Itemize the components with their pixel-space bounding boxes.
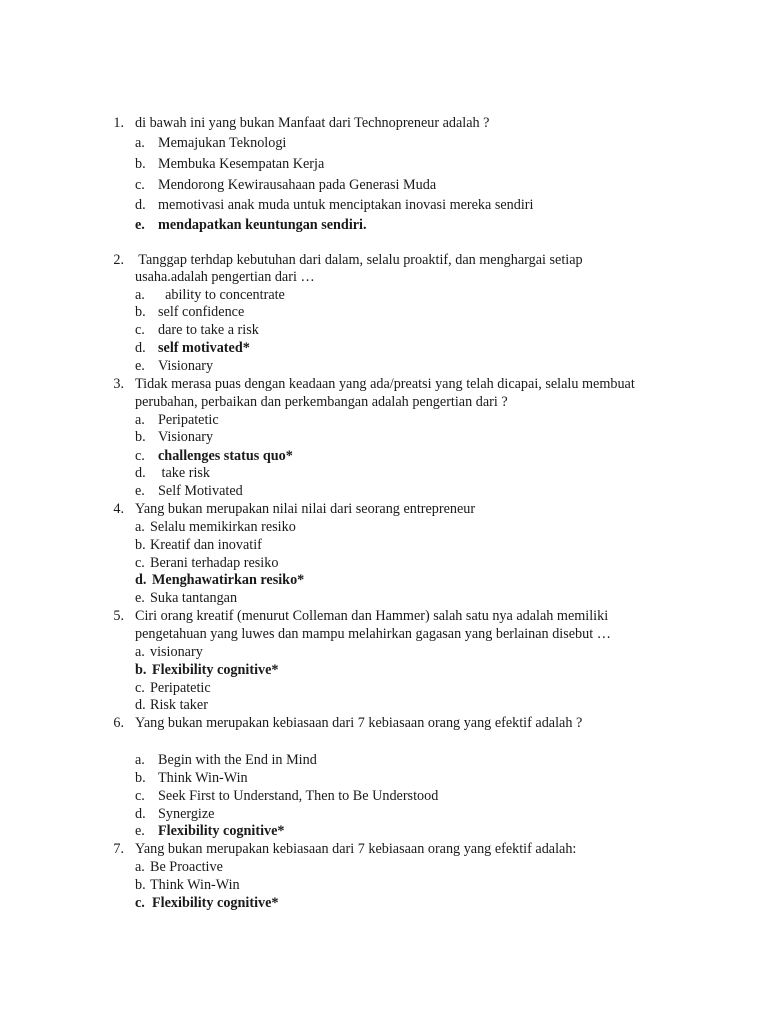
option-text: Think Win-Win [150, 877, 240, 893]
question-text: Yang bukan merupakan kebiasaan dari 7 kebiasaan orang yang efektif adalah ? [135, 715, 583, 731]
option-text: Begin with the End in Mind [158, 752, 317, 768]
correct-answer-text: mendapatkan keuntungan sendiri. [158, 217, 367, 233]
option-text: Kreatif dan inovatif [150, 537, 262, 553]
option-label: b. [135, 304, 146, 320]
option-label: c. [135, 322, 145, 338]
option-label: e. [135, 590, 145, 606]
option-text: dare to take a risk [158, 322, 259, 338]
question-number: 1. [113, 115, 124, 131]
option-label: d. [135, 572, 147, 588]
question-number: 3. [113, 376, 124, 392]
option-text: take risk [158, 465, 211, 481]
option-text: Synergize [158, 806, 215, 822]
option-label: a. [135, 412, 145, 428]
option-text: Self Motivated [158, 483, 243, 499]
question-text: Yang bukan merupakan kebiasaan dari 7 kebiasaan orang yang efektif adalah: [135, 841, 577, 857]
option-label: b. [135, 662, 147, 678]
option-text: Be Proactive [150, 859, 223, 875]
option-label: d. [135, 465, 146, 481]
correct-answer-text: Menghawatirkan resiko* [152, 572, 305, 588]
option-label: d. [135, 697, 146, 713]
option-text: Selalu memikirkan resiko [150, 519, 296, 535]
question-number: 5. [113, 608, 124, 624]
question-text: Tanggap terhdap kebutuhan dari dalam, selalu proaktif, dan menghargai setiap [135, 252, 583, 268]
option-label: a. [135, 859, 145, 875]
question-text: Yang bukan merupakan nilai nilai dari seorang entrepreneur [135, 501, 476, 517]
option-text: Memajukan Teknologi [158, 135, 287, 151]
option-label: b. [135, 877, 146, 893]
option-label: d. [135, 197, 146, 213]
question-text: pengetahuan yang luwes dan mampu melahirkan gagasan yang berlainan disebut … [135, 626, 611, 642]
option-text: self confidence [158, 304, 245, 320]
option-label: e. [135, 358, 145, 374]
correct-answer-text: self motivated* [158, 340, 250, 356]
option-label: e. [135, 483, 145, 499]
option-text: Visionary [158, 429, 214, 445]
option-label: c. [135, 177, 145, 193]
option-text: Berani terhadap resiko [150, 555, 279, 571]
option-text: visionary [150, 644, 203, 660]
question-number: 7. [113, 841, 124, 857]
option-label: c. [135, 555, 145, 571]
option-label: e. [135, 217, 145, 233]
question-text: perubahan, perbaikan dan perkembangan adalah pengertian dari ? [135, 394, 508, 410]
correct-answer-text: Flexibility cognitive* [158, 823, 285, 839]
option-label: d. [135, 806, 146, 822]
option-label: b. [135, 537, 146, 553]
question-number: 6. [113, 715, 124, 731]
option-text: Risk taker [150, 697, 208, 713]
option-label: a. [135, 644, 145, 660]
option-label: a. [135, 135, 145, 151]
option-text: Peripatetic [158, 412, 219, 428]
option-label: a. [135, 287, 145, 303]
option-label: a. [135, 519, 145, 535]
correct-answer-text: Flexibility cognitive* [152, 662, 279, 678]
option-text: memotivasi anak muda untuk menciptakan inovasi mereka sendiri [158, 197, 534, 213]
option-label: d. [135, 340, 146, 356]
option-label: c. [135, 448, 145, 464]
question-number: 4. [113, 501, 124, 517]
option-label: b. [135, 770, 146, 786]
option-label: c. [135, 788, 145, 804]
option-label: b. [135, 156, 146, 172]
option-text: Suka tantangan [150, 590, 238, 606]
question-text: Tidak merasa puas dengan keadaan yang ada/preatsi yang telah dicapai, selalu membuat [135, 376, 635, 392]
option-label: a. [135, 752, 145, 768]
question-number: 2. [113, 252, 124, 268]
question-text: di bawah ini yang bukan Manfaat dari Technopreneur adalah ? [135, 115, 490, 131]
option-text: Seek First to Understand, Then to Be Understood [158, 788, 439, 804]
option-label: c. [135, 680, 145, 696]
option-text: Think Win-Win [158, 770, 248, 786]
option-label: b. [135, 429, 146, 445]
option-text: ability to concentrate [158, 287, 285, 303]
option-text: Membuka Kesempatan Kerja [158, 156, 325, 172]
correct-answer-text: challenges status quo* [158, 448, 293, 464]
correct-answer-text: Flexibility cognitive* [152, 895, 279, 911]
option-text: Mendorong Kewirausahaan pada Generasi Muda [158, 177, 437, 193]
option-label: e. [135, 823, 145, 839]
question-text: usaha.adalah pengertian dari … [135, 269, 315, 285]
question-text: Ciri orang kreatif (menurut Colleman dan Hammer) salah satu nya adalah memiliki [135, 608, 609, 624]
option-text: Peripatetic [150, 680, 211, 696]
option-label: c. [135, 895, 145, 911]
option-text: Visionary [158, 358, 214, 374]
